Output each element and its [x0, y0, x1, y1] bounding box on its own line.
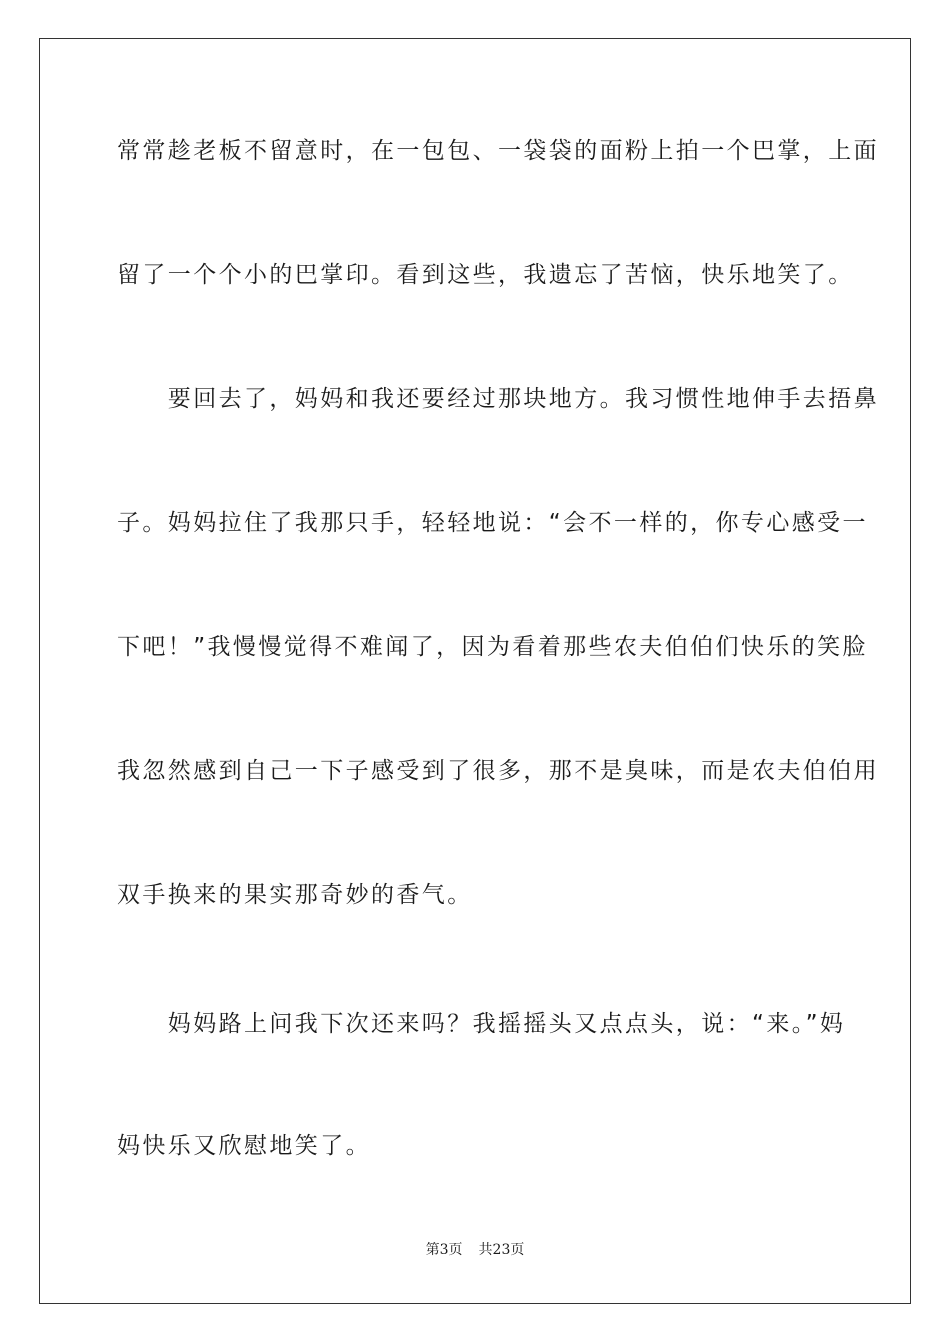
- text-line-5: 下吧！”我慢慢觉得不难闻了，因为看着那些农夫伯伯们快乐的笑脸: [117, 634, 868, 660]
- page-number: 第3页: [425, 1242, 463, 1258]
- page-border: [39, 38, 911, 1304]
- text-line-4: 子。妈妈拉住了我那只手，轻轻地说：“会不一样的，你专心感受一: [117, 510, 868, 536]
- text-line-6: 我忽然感到自己一下子感受到了很多，那不是臭味，而是农夫伯伯用: [117, 758, 879, 784]
- text-line-8: 妈妈路上问我下次还来吗？我摇摇头又点点头，说：“来。”妈: [117, 1011, 846, 1037]
- text-line-7: 双手换来的果实那奇妙的香气。: [117, 882, 473, 908]
- text-line-2: 留了一个个小的巴掌印。看到这些，我遗忘了苦恼，快乐地笑了。: [117, 262, 854, 288]
- text-line-3: 要回去了，妈妈和我还要经过那块地方。我习惯性地伸手去捂鼻: [117, 386, 879, 412]
- page-total: 共23页: [478, 1242, 525, 1258]
- page-footer: [0, 1240, 950, 1260]
- text-line-9: 妈快乐又欣慰地笑了。: [117, 1133, 371, 1159]
- text-line-1: 常常趁老板不留意时，在一包包、一袋袋的面粉上拍一个巴掌，上面: [117, 138, 879, 164]
